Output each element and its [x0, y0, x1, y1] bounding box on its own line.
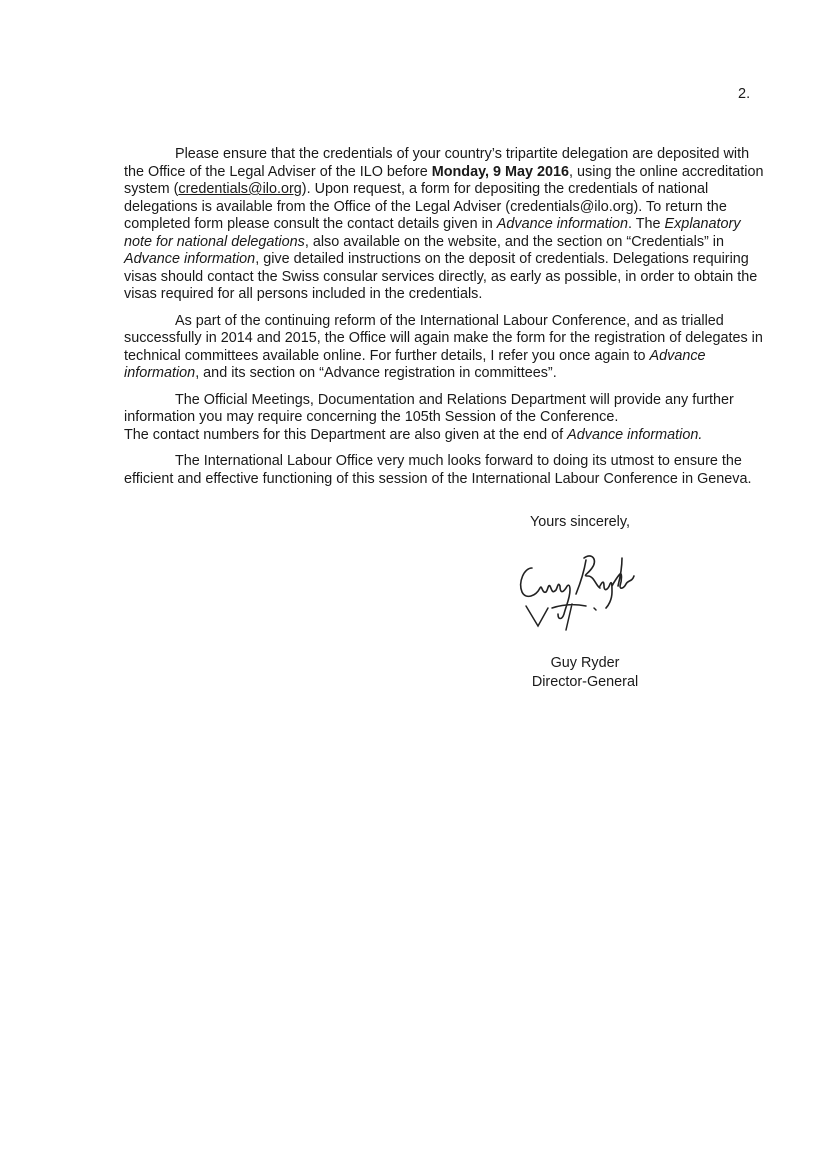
- signer-title: Director-General: [531, 674, 639, 690]
- closing-salutation: Yours sincerely,: [530, 514, 630, 530]
- text-run: , using the online accreditation system (: [124, 163, 764, 197]
- emphasis-bold: Monday, 9 May 2016: [431, 163, 570, 180]
- page-number: 2.: [738, 86, 751, 102]
- signer-block: [505, 654, 665, 692]
- emphasis-italic: Advance information: [124, 251, 256, 267]
- handwritten-signature: [514, 546, 644, 638]
- emphasis-italic: Advance information: [124, 347, 706, 381]
- emphasis-italic: Explanatory note for national delegations: [124, 216, 741, 250]
- text-run: , give detailed instructions on the deposit of credentials. Delegations requiring visas should contact the Swiss consular services directly, as early as possible, in order to obtain the visas required for all persons included in the credentials.: [124, 251, 758, 302]
- text-run: The International Labour Office very much looks forward to doing its utmost to ensure the efficient and effective functioning of this session of the International Labour Conference in Geneva.: [124, 453, 752, 487]
- text-run: ). Upon request, a form for depositing the credentials of national delegations is available from the Office of the Legal Adviser (credentials@ilo.org). To return the completed form please consult the contact details given in: [124, 181, 727, 232]
- paragraph: [124, 313, 764, 383]
- email-link[interactable]: credentials@ilo.org: [178, 181, 302, 197]
- emphasis-italic: Advance information: [496, 216, 628, 232]
- emphasis-italic: Advance information.: [567, 426, 703, 443]
- letter-body: [124, 146, 764, 497]
- text-run: The Official Meetings, Documentation and Relations Department will provide any further information you may require concerning the 105th Session of the Conference.: [124, 391, 734, 425]
- text-run: Please ensure that the credentials of your country’s tripartite delegation are deposited with the Office of the Legal Adviser of the ILO before: [124, 146, 750, 180]
- text-run: . The: [627, 216, 665, 232]
- signer-name: Guy Ryder: [550, 655, 620, 671]
- text-run: , and its section on “Advance registration in committees”.: [195, 365, 557, 381]
- paragraph: [124, 392, 764, 445]
- text-run: The contact numbers for this Department are also given at the end of: [124, 426, 568, 443]
- paragraph: [124, 453, 764, 488]
- text-run: , also available on the website, and the section on “Credentials” in: [304, 233, 725, 250]
- text-run: As part of the continuing reform of the International Labour Conference, and as trialled successfully in 2014 and 2015, the Office will again make the form for the registration of delegates in technical committees available online. For further details, I refer you once again to: [124, 312, 763, 364]
- paragraph: [124, 146, 764, 304]
